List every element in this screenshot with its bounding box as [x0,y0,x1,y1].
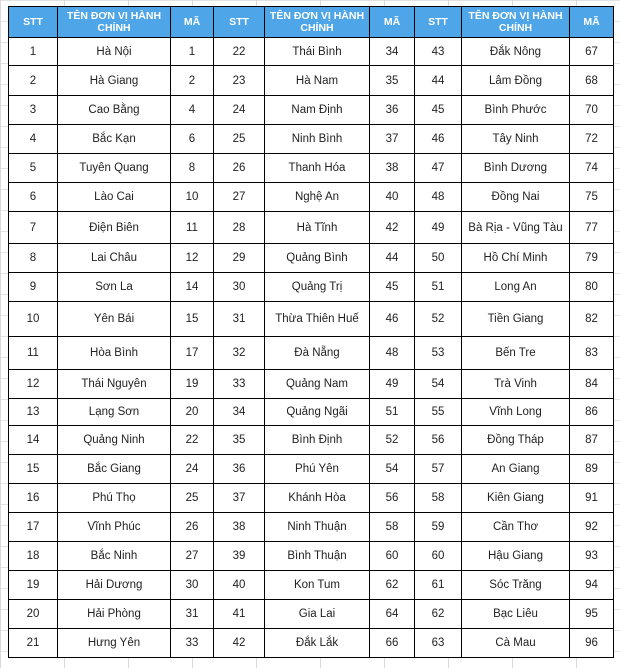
code-cell[interactable]: 46 [370,302,415,337]
unit-name-cell[interactable]: Gia Lai [265,600,370,629]
code-cell[interactable]: 12 [171,244,214,273]
stt-cell[interactable]: 39 [214,542,265,571]
code-cell[interactable]: 70 [570,96,614,125]
stt-cell[interactable]: 47 [415,154,462,183]
code-cell[interactable]: 19 [171,370,214,399]
table-row [9,66,614,96]
stt-cell[interactable]: 28 [214,212,265,244]
unit-name-cell[interactable]: Bình Thuận [265,542,370,571]
code-cell[interactable]: 60 [370,542,415,571]
code-cell[interactable]: 25 [171,484,214,513]
stt-cell[interactable]: 4 [9,125,58,154]
stt-cell[interactable]: 32 [214,337,265,370]
code-cell[interactable]: 86 [570,399,614,426]
code-cell[interactable]: 22 [171,426,214,455]
unit-name-cell[interactable]: Hòa Bình [58,337,171,370]
code-cell[interactable]: 44 [370,244,415,273]
stt-cell[interactable]: 42 [214,629,265,658]
code-cell[interactable]: 77 [570,212,614,244]
code-cell[interactable]: 35 [370,66,415,96]
unit-name-cell[interactable]: Bắc Kạn [58,125,171,154]
stt-cell[interactable]: 50 [415,244,462,273]
code-cell[interactable]: 94 [570,571,614,600]
table-row [9,125,614,154]
stt-cell[interactable]: 14 [9,426,58,455]
stt-cell[interactable]: 25 [214,125,265,154]
unit-name-cell[interactable]: Đắk Lắk [265,629,370,658]
stt-cell[interactable]: 23 [214,66,265,96]
unit-name-cell[interactable]: Bạc Liêu [462,600,570,629]
unit-name-cell[interactable]: Cần Thơ [462,513,570,542]
stt-cell[interactable]: 3 [9,96,58,125]
stt-cell[interactable]: 38 [214,513,265,542]
unit-name-cell[interactable]: Hải Dương [58,571,171,600]
stt-cell[interactable]: 20 [9,600,58,629]
unit-name-cell[interactable]: Lào Cai [58,183,171,212]
stt-cell[interactable]: 51 [415,273,462,302]
code-cell[interactable]: 36 [370,96,415,125]
stt-cell[interactable]: 2 [9,66,58,96]
unit-name-cell[interactable]: Quảng Trị [265,273,370,302]
code-cell[interactable]: 91 [570,484,614,513]
header-unit-name[interactable]: TÊN ĐƠN VỊ HÀNH CHÍNH [462,7,570,38]
stt-cell[interactable]: 63 [415,629,462,658]
code-cell[interactable]: 68 [570,66,614,96]
stt-cell[interactable]: 41 [214,600,265,629]
stt-cell[interactable]: 27 [214,183,265,212]
code-cell[interactable]: 96 [570,629,614,658]
unit-name-cell[interactable]: Nghệ An [265,183,370,212]
code-cell[interactable]: 48 [370,337,415,370]
stt-cell[interactable]: 22 [214,38,265,66]
table-row [9,600,614,629]
code-cell[interactable]: 45 [370,273,415,302]
code-cell[interactable]: 14 [171,273,214,302]
unit-name-cell[interactable]: Bắc Giang [58,455,171,484]
unit-name-cell[interactable]: Vĩnh Phúc [58,513,171,542]
header-stt[interactable]: STT [415,7,462,38]
unit-name-cell[interactable]: Thừa Thiên Huế [265,302,370,337]
unit-name-cell[interactable]: Quảng Ninh [58,426,171,455]
stt-cell[interactable]: 54 [415,370,462,399]
stt-cell[interactable]: 21 [9,629,58,658]
code-cell[interactable]: 6 [171,125,214,154]
code-cell[interactable]: 87 [570,426,614,455]
stt-cell[interactable]: 48 [415,183,462,212]
unit-name-cell[interactable]: Tiền Giang [462,302,570,337]
stt-cell[interactable]: 56 [415,426,462,455]
table-row [9,273,614,302]
unit-name-cell[interactable]: Trà Vinh [462,370,570,399]
code-cell[interactable]: 75 [570,183,614,212]
unit-name-cell[interactable]: Yên Bái [58,302,171,337]
header-code[interactable]: MÃ [171,7,214,38]
code-cell[interactable]: 95 [570,600,614,629]
stt-cell[interactable]: 12 [9,370,58,399]
unit-name-cell[interactable]: Bà Rịa - Vũng Tàu [462,212,570,244]
code-cell[interactable]: 83 [570,337,614,370]
code-cell[interactable]: 52 [370,426,415,455]
stt-cell[interactable]: 43 [415,38,462,66]
stt-cell[interactable]: 33 [214,370,265,399]
stt-cell[interactable]: 26 [214,154,265,183]
code-cell[interactable]: 54 [370,455,415,484]
unit-name-cell[interactable]: Hưng Yên [58,629,171,658]
stt-cell[interactable]: 59 [415,513,462,542]
stt-cell[interactable]: 62 [415,600,462,629]
table-row [9,542,614,571]
table-row [9,96,614,125]
code-cell[interactable]: 67 [570,38,614,66]
stt-cell[interactable]: 19 [9,571,58,600]
unit-name-cell[interactable]: An Giang [462,455,570,484]
unit-name-cell[interactable]: Đồng Nai [462,183,570,212]
stt-cell[interactable]: 40 [214,571,265,600]
unit-name-cell[interactable]: Điện Biên [58,212,171,244]
stt-cell[interactable]: 9 [9,273,58,302]
table-body [9,38,614,658]
unit-name-cell[interactable]: Hà Giang [58,66,171,96]
table-row [9,513,614,542]
table-row [9,212,614,244]
stt-cell[interactable]: 16 [9,484,58,513]
stt-cell[interactable]: 44 [415,66,462,96]
stt-cell[interactable]: 15 [9,455,58,484]
unit-name-cell[interactable]: Bình Dương [462,154,570,183]
table-row [9,154,614,183]
unit-name-cell[interactable]: Lâm Đồng [462,66,570,96]
code-cell[interactable]: 11 [171,212,214,244]
code-cell[interactable]: 89 [570,455,614,484]
table-row [9,455,614,484]
table-row [9,183,614,212]
unit-name-cell[interactable]: Sơn La [58,273,171,302]
province-code-table [8,6,614,658]
code-cell[interactable]: 62 [370,571,415,600]
code-cell[interactable]: 72 [570,125,614,154]
table-row [9,571,614,600]
stt-cell[interactable]: 17 [9,513,58,542]
code-cell[interactable]: 82 [570,302,614,337]
unit-name-cell[interactable]: Phú Thọ [58,484,171,513]
header-row [9,7,614,38]
stt-cell[interactable]: 11 [9,337,58,370]
stt-cell[interactable]: 31 [214,302,265,337]
stt-cell[interactable]: 35 [214,426,265,455]
code-cell[interactable]: 64 [370,600,415,629]
code-cell[interactable]: 40 [370,183,415,212]
code-cell[interactable]: 58 [370,513,415,542]
stt-cell[interactable]: 52 [415,302,462,337]
stt-cell[interactable]: 7 [9,212,58,244]
unit-name-cell[interactable]: Bình Định [265,426,370,455]
unit-name-cell[interactable]: Quảng Bình [265,244,370,273]
table-row [9,302,614,337]
unit-name-cell[interactable]: Hải Phòng [58,600,171,629]
unit-name-cell[interactable]: Kon Tum [265,571,370,600]
code-cell[interactable]: 42 [370,212,415,244]
code-cell[interactable]: 2 [171,66,214,96]
unit-name-cell[interactable]: Bắc Ninh [58,542,171,571]
stt-cell[interactable]: 53 [415,337,462,370]
unit-name-cell[interactable]: Đồng Tháp [462,426,570,455]
stt-cell[interactable]: 34 [214,399,265,426]
code-cell[interactable]: 8 [171,154,214,183]
code-cell[interactable]: 33 [171,629,214,658]
unit-name-cell[interactable]: Đà Nẵng [265,337,370,370]
unit-name-cell[interactable]: Phú Yên [265,455,370,484]
unit-name-cell[interactable]: Bến Tre [462,337,570,370]
header-code[interactable]: MÃ [370,7,415,38]
stt-cell[interactable]: 37 [214,484,265,513]
stt-cell[interactable]: 29 [214,244,265,273]
unit-name-cell[interactable]: Tây Ninh [462,125,570,154]
unit-name-cell[interactable]: Long An [462,273,570,302]
stt-cell[interactable]: 60 [415,542,462,571]
code-cell[interactable]: 38 [370,154,415,183]
unit-name-cell[interactable]: Ninh Bình [265,125,370,154]
code-cell[interactable]: 92 [570,513,614,542]
stt-cell[interactable]: 13 [9,399,58,426]
unit-name-cell[interactable]: Hà Tĩnh [265,212,370,244]
unit-name-cell[interactable]: Thanh Hóa [265,154,370,183]
unit-name-cell[interactable]: Hà Nội [58,38,171,66]
unit-name-cell[interactable]: Nam Định [265,96,370,125]
code-cell[interactable]: 1 [171,38,214,66]
code-cell[interactable]: 49 [370,370,415,399]
unit-name-cell[interactable]: Quảng Ngãi [265,399,370,426]
stt-cell[interactable]: 36 [214,455,265,484]
unit-name-cell[interactable]: Lai Châu [58,244,171,273]
unit-name-cell[interactable]: Thái Bình [265,38,370,66]
code-cell[interactable]: 80 [570,273,614,302]
code-cell[interactable]: 4 [171,96,214,125]
stt-cell[interactable]: 46 [415,125,462,154]
code-cell[interactable]: 26 [171,513,214,542]
table-row [9,484,614,513]
stt-cell[interactable]: 49 [415,212,462,244]
code-cell[interactable]: 34 [370,38,415,66]
header-stt[interactable]: STT [214,7,265,38]
code-cell[interactable]: 31 [171,600,214,629]
code-cell[interactable]: 24 [171,455,214,484]
stt-cell[interactable]: 30 [214,273,265,302]
stt-cell[interactable]: 8 [9,244,58,273]
unit-name-cell[interactable]: Quảng Nam [265,370,370,399]
unit-name-cell[interactable]: Thái Nguyên [58,370,171,399]
stt-cell[interactable]: 24 [214,96,265,125]
unit-name-cell[interactable]: Hậu Giang [462,542,570,571]
stt-cell[interactable]: 58 [415,484,462,513]
code-cell[interactable]: 93 [570,542,614,571]
stt-cell[interactable]: 18 [9,542,58,571]
code-cell[interactable]: 84 [570,370,614,399]
code-cell[interactable]: 15 [171,302,214,337]
stt-cell[interactable]: 6 [9,183,58,212]
unit-name-cell[interactable]: Ninh Thuận [265,513,370,542]
stt-cell[interactable]: 55 [415,399,462,426]
code-cell[interactable]: 79 [570,244,614,273]
header-unit-name[interactable]: TÊN ĐƠN VỊ HÀNH CHÍNH [58,7,171,38]
stt-cell[interactable]: 57 [415,455,462,484]
code-cell[interactable]: 20 [171,399,214,426]
unit-name-cell[interactable]: Đắk Nông [462,38,570,66]
code-cell[interactable]: 10 [171,183,214,212]
unit-name-cell[interactable]: Tuyên Quang [58,154,171,183]
code-cell[interactable]: 51 [370,399,415,426]
unit-name-cell[interactable]: Kiên Giang [462,484,570,513]
unit-name-cell[interactable]: Cà Mau [462,629,570,658]
stt-cell[interactable]: 45 [415,96,462,125]
table-row [9,426,614,455]
header-code[interactable]: MÃ [570,7,614,38]
stt-cell[interactable]: 61 [415,571,462,600]
unit-name-cell[interactable]: Khánh Hòa [265,484,370,513]
unit-name-cell[interactable]: Lạng Sơn [58,399,171,426]
code-cell[interactable]: 17 [171,337,214,370]
code-cell[interactable]: 74 [570,154,614,183]
code-cell[interactable]: 66 [370,629,415,658]
table-row [9,244,614,273]
unit-name-cell[interactable]: Sóc Trăng [462,571,570,600]
stt-cell[interactable]: 1 [9,38,58,66]
unit-name-cell[interactable]: Vĩnh Long [462,399,570,426]
unit-name-cell[interactable]: Bình Phước [462,96,570,125]
stt-cell[interactable]: 10 [9,302,58,337]
header-unit-name[interactable]: TÊN ĐƠN VỊ HÀNH CHÍNH [265,7,370,38]
header-stt[interactable]: STT [9,7,58,38]
unit-name-cell[interactable]: Cao Bằng [58,96,171,125]
table-row [9,399,614,426]
stt-cell[interactable]: 5 [9,154,58,183]
unit-name-cell[interactable]: Hà Nam [265,66,370,96]
table-row [9,38,614,66]
unit-name-cell[interactable]: Hồ Chí Minh [462,244,570,273]
table-row [9,370,614,399]
code-cell[interactable]: 30 [171,571,214,600]
table-row [9,337,614,370]
code-cell[interactable]: 37 [370,125,415,154]
code-cell[interactable]: 56 [370,484,415,513]
code-cell[interactable]: 27 [171,542,214,571]
table-row [9,629,614,658]
